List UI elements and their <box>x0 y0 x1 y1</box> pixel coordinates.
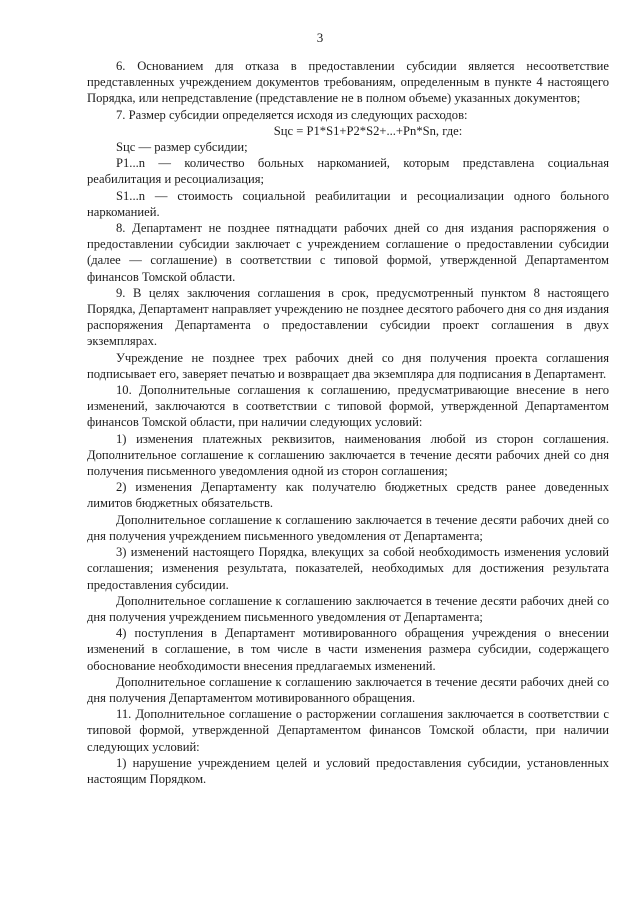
paragraph-9-signing: Учреждение не позднее трех рабочих дней со дня получения проекта соглашения подписывает его, заверяет печатью и возвращает два экземпляра для подписания в Департамент. <box>87 350 609 381</box>
condition-10-2: 2) изменения Департаменту как получателю бюджетных средств ранее доведенных лимитов бюджетных обязательств. <box>87 480 609 511</box>
formula-definition-s: S1...n — стоимость социальной реабилитации и ресоциализации одного больного наркоманией. <box>87 188 609 219</box>
paragraph-7-subsidy-size: 7. Размер субсидии определяется исходя из следующих расходов: <box>116 107 468 122</box>
condition-10-1: 1) изменения платежных реквизитов, наименования любой из сторон соглашения. Дополнительное соглашение к соглашению заключается в течение десяти рабочих дней со дня получения письменного уведомления одной из сторон соглашения; <box>87 431 609 479</box>
page-number: 3 <box>316 30 324 45</box>
paragraph-9-draft-agreement: 9. В целях заключения соглашения в срок, предусмотренный пунктом 8 настоящего Порядка, Департамент направляет учреждению не позднее десятого рабочего дня со дня издания распоряжения Департамента о предоставлении субсидии проект соглашения в двух экземплярах. <box>87 285 609 349</box>
formula-definition-p: P1...n — количество больных наркоманией, которым представлена социальная реабилитация и ресоциализация; <box>87 156 609 187</box>
document-body <box>87 58 609 787</box>
subsidy-formula: Sцс = P1*S1+P2*S2+...+Pn*Sn, где: <box>273 123 463 138</box>
paragraph-10-additional-agreements: 10. Дополнительные соглашения к соглашению, предусматривающие внесение в него изменений, заключаются в соответствии с типовой формой, утвержденной Департаментом финансов Томской области, при наличии следующих условий: <box>87 383 609 430</box>
paragraph-11-termination: 11. Дополнительное соглашение о расторжении соглашения заключается в соответствии с типовой формой, утвержденной Департаментом финансов Томской области, при наличии следующих условий: <box>87 707 609 754</box>
condition-10-4-term: Дополнительное соглашение к соглашению заключается в течение десяти рабочих дней со дня получения Департаментом мотивированного обращения. <box>87 674 609 705</box>
condition-10-4: 4) поступления в Департамент мотивированного обращения учреждения о внесении изменений в соглашение, в том числе в части изменения размера субсидии, содержащего обоснование необходимости внесения предлагаемых изменений. <box>87 626 609 673</box>
condition-10-3-term: Дополнительное соглашение к соглашению заключается в течение десяти рабочих дней со дня получения учреждением письменного уведомления от Департамента; <box>87 593 609 624</box>
condition-10-3: 3) изменений настоящего Порядка, влекущих за собой необходимость изменения условий соглашения; изменения результата, показателей, необходимых для достижения результата предоставления субсидии. <box>87 545 609 592</box>
paragraph-6-refusal-grounds: 6. Основанием для отказа в предоставлении субсидии является несоответствие представленных учреждением документов требованиям, определенным в пункте 4 настоящего Порядка, или непредставление (представление не в полном объеме) указанных документов; <box>87 59 609 106</box>
condition-10-2-term: Дополнительное соглашение к соглашению заключается в течение десяти рабочих дней со дня получения учреждением письменного уведомления от Департамента; <box>87 512 609 543</box>
formula-definition-scs: Sцс — размер субсидии; <box>116 140 248 155</box>
condition-11-1: 1) нарушение учреждением целей и условий предоставления субсидии, установленных настоящим Порядком. <box>87 755 609 786</box>
paragraph-8-agreement: 8. Департамент не позднее пятнадцати рабочих дней со дня издания распоряжения о предоставлении субсидии заключает с учреждением соглашение о предоставлении субсидии (далее — соглашение) в соответствии с типовой формой, утвержденной Департаментом финансов Томской области. <box>87 221 609 284</box>
